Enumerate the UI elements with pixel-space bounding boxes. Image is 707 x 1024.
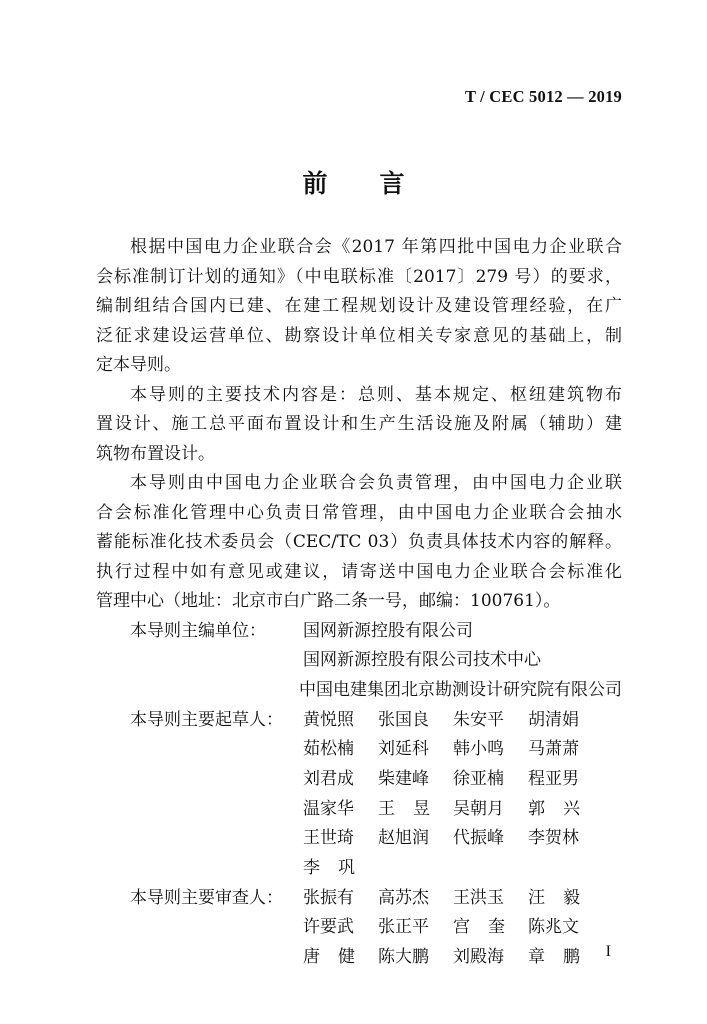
name-row [303,943,603,973]
title-char: 言 [379,169,405,198]
person-name: 陈大鹏 [378,947,429,968]
person-name: 黄悦照 [303,709,354,730]
text-line: 泛征求建设运营单位、勘察设计单位相关专家意见的基础上，制 [96,325,622,346]
person-name: 张国良 [378,709,429,730]
text-line: 管理中心（地址：北京市白广路二条一号，邮编：100761）。 [96,591,561,611]
paragraph-management [96,469,622,617]
person-name: 许要武 [303,917,354,938]
person-name: 赵旭润 [378,828,429,849]
person-name: 代振峰 [453,828,504,849]
person-name: 马萧萧 [528,739,579,760]
person-name: 王 昱 [378,798,430,819]
drafters-section [96,706,622,884]
person-name: 程亚男 [528,769,579,790]
person-name: 唐 健 [303,947,355,968]
text-line: 执行过程中如有意见或建议，请寄送中国电力企业联合会标准化 [96,561,622,582]
chief-units-section [96,617,622,706]
person-name: 茹松楠 [303,739,354,760]
person-name: 刘延科 [378,739,429,760]
person-name: 宫 奎 [453,917,505,938]
name-row [303,913,603,943]
chief-units-label: 本导则主编单位： [130,620,266,641]
person-name: 韩小鸣 [453,739,504,760]
page-number: I [605,943,611,960]
text-line: 筑物布置设计。 [96,443,215,464]
drafters-label: 本导则主要起草人： [130,709,283,730]
person-name: 王世琦 [303,828,354,849]
person-name: 吴朝月 [453,798,504,819]
name-row [303,854,378,884]
chief-unit: 国网新源控股有限公司 [303,620,473,641]
chief-unit: 国网新源控股有限公司技术中心 [303,650,541,671]
person-name: 刘殿海 [453,947,504,968]
name-row [303,824,603,854]
title-char: 前 [302,169,328,198]
person-name: 章 鹏 [528,947,580,968]
page-title [0,164,707,200]
person-name: 郭 兴 [528,798,580,819]
person-name: 张振有 [303,887,354,908]
name-row [303,795,603,825]
person-name: 胡清娟 [528,709,579,730]
standard-code: T / CEC 5012 — 2019 [464,87,622,106]
person-name: 温家华 [303,798,354,819]
text-line: 蓄能标准化技术委员会（CEC/TC 03）负责具体技术内容的解释。 [96,532,622,552]
person-name: 张正平 [378,917,429,938]
paragraph-plan-basis [96,233,622,381]
name-row [303,884,603,914]
paragraph-main-content [96,381,622,470]
text-line: 本导则由中国电力企业联合会负责管理，由中国电力企业联 [130,473,622,493]
name-row [303,735,603,765]
person-name: 王洪玉 [453,887,504,908]
text-line: 本导则的主要技术内容是：总则、基本规定、枢纽建筑物布 [130,384,622,405]
person-name: 李 巩 [303,858,355,879]
text-line: 会标准制订计划的通知》（中电联标准〔2017〕279 号）的要求， [96,266,622,287]
name-row [303,765,603,795]
person-name: 李贺林 [528,828,579,849]
text-line: 编制组结合国内已建、在建工程规划设计及建设管理经验，在广 [96,296,622,316]
reviewers-label: 本导则主要审查人： [130,887,283,908]
person-name: 朱安平 [453,709,504,730]
text-line: 定本导则。 [96,355,181,375]
person-name: 高苏杰 [378,887,429,908]
text-line: 根据中国电力企业联合会《2017 年第四批中国电力企业联合 [130,237,622,257]
text-line: 合会标准化管理中心负责日常管理，由中国电力企业联合会抽水 [96,502,622,523]
person-name: 刘君成 [303,769,354,790]
reviewers-section [96,884,622,973]
person-name: 柴建峰 [378,769,429,790]
name-row [303,706,603,736]
preface-body [96,233,622,973]
person-name: 陈兆文 [528,917,579,938]
person-name: 徐亚楠 [453,769,504,790]
chief-unit: 中国电建集团北京勘测设计研究院有限公司 [299,679,622,700]
text-line: 置设计、施工总平面布置设计和生产生活设施及附属（辅助）建 [96,414,622,434]
person-name: 汪 毅 [528,887,580,908]
